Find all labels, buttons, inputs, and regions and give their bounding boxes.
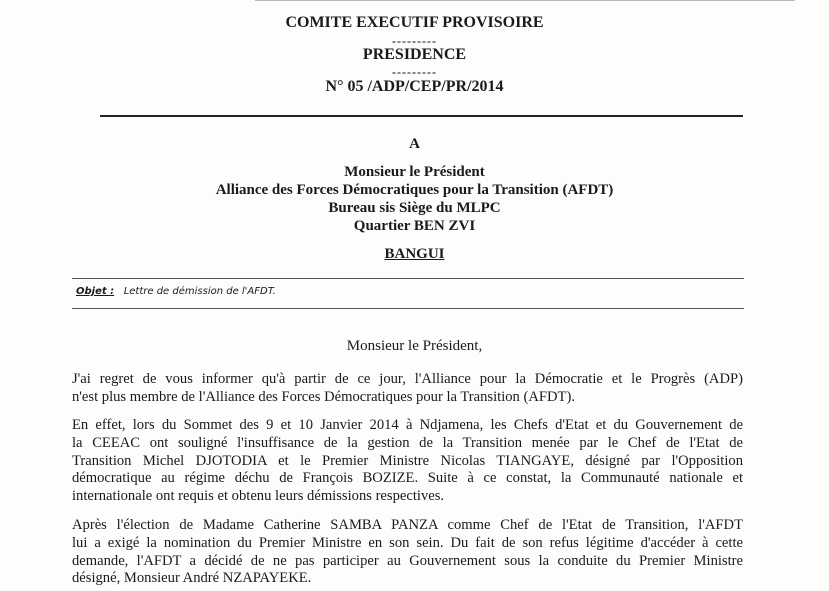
salutation: Monsieur le Président, [346,338,483,354]
recipient-line-2: Alliance des Forces Démocratiques pour la Transition (AFDT) [215,182,614,198]
recipient-line-1: Monsieur le Président [344,164,485,180]
subject-text: Lettre de démission de l'AFDT. [123,286,276,297]
subject-top-rule [72,278,744,279]
paragraph-line: désigné, Monsieur André NZAPAYEKE. [72,570,312,587]
header-divider [100,115,743,117]
reference-number: N° 05 /ADP/CEP/PR/2014 [325,78,504,95]
paragraph-line: n'est plus membre de l'Alliance des Forces Démocratiques pour la Transition (AFDT). [72,388,575,405]
recipient-city: BANGUI [384,246,445,262]
separator-2: --------- [392,65,437,79]
committee-title: COMITE EXECUTIF PROVISOIRE [285,14,544,31]
paragraph-line: En effet, lors du Sommet des 9 et 10 Janvier 2014 à Ndjamena, les Chefs d'Etat et du Gouvernement de [72,417,743,433]
paragraph-line: démocratique au régime déchu de François BOZIZE. Suite à ce constat, la Communauté nationale et [72,470,743,487]
subject-line [76,286,276,297]
recipient-to: A [409,136,420,152]
paragraph-line: demande, l'AFDT a décidé de ne pas participer au Gouvernement sous la conduite du Premier Ministre [72,552,743,569]
office-title: PRESIDENCE [362,46,467,63]
paragraph-line: J'ai regret de vous informer qu'à partir de ce jour, l'Alliance pour la Démocratie et le Progrès (ADP) [72,371,743,387]
paragraph-line: internationale ont requis et obtenu leurs démissions respectives. [72,488,445,505]
paragraph-3 [72,517,743,588]
subject-bottom-rule [72,308,744,309]
subject-label: Objet : [76,286,115,297]
recipient-line-4: Quartier BEN ZVI [353,218,476,234]
page-top-edge [255,0,795,1]
paragraph-2 [72,417,743,506]
paragraph-1 [72,371,743,407]
recipient-city-wrap [0,245,829,264]
paragraph-line: lui a exigé la nomination du Premier Ministre en son sein. Du fait de son refus légitime d'accéder à cette [72,534,743,551]
paragraph-line: Transition Michel DJOTODIA et le Premier Ministre Nicolas TIANGAYE, désigné par l'Opposition [72,452,743,469]
recipient-line-3: Bureau sis Siège du MLPC [328,200,501,216]
separator-1: --------- [392,34,437,48]
paragraph-line: la CEEAC ont souligné l'insuffisance de la gestion de la Transition menée par le Chef de l'Etat de [72,434,743,451]
paragraph-line: Après l'élection de Madame Catherine SAMBA PANZA comme Chef de l'Etat de Transition, l'AFDT [72,517,743,533]
